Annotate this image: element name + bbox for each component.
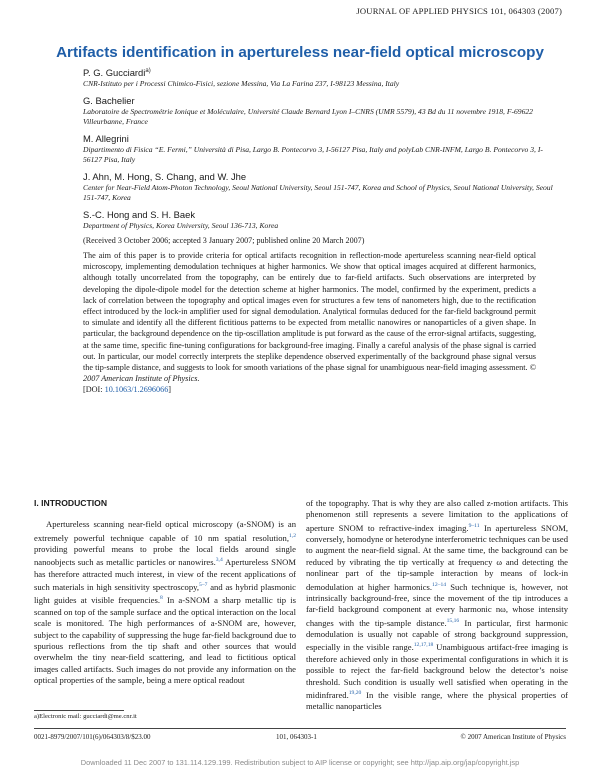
right-column: [306, 498, 568, 713]
abstract-copyright: © 2007 American Institute of Physics.: [83, 363, 537, 384]
body-text: In the visible range, where the physical properties of metallic nanoparticles: [306, 689, 568, 712]
body-text: of the topography. That is why they are also called z-motion artifacts. This phenomenon still represents a severe limitation to the applications of aperture SNOM to refractive-index imaging.: [306, 498, 568, 533]
citation-ref[interactable]: 9–11: [468, 522, 480, 529]
received-dates: (Received 3 October 2006; accepted 3 January 2007; published online 20 March 2007): [83, 236, 365, 245]
download-notice: Downloaded 11 Dec 2007 to 131.114.129.199. Redistribution subject to AIP license or copyright; see http://jap.aip.org/jap/copyright.jsp: [80, 758, 520, 767]
citation-ref[interactable]: 15,16: [446, 617, 460, 624]
citation-ref[interactable]: 1,2: [289, 532, 296, 539]
body-text: In apertureless SNOM, conversely, homodyne or heterodyne interferometric techniques can be used to augment the near-field signal. At the same time, the background can be reduced by vibrating the tip vertically at frequency ω and detecting the nonlinear part of the tip-sample interaction by means of lock-in demodulation at higher harmonics.: [306, 522, 569, 592]
doi-prefix: [DOI:: [83, 385, 105, 395]
doi-line: [83, 384, 536, 395]
body-text: Unambiguous artifact-free imaging is therefore achieved only in those experimental configurations in which it is possible to reject the far-field background below the detector’s noise threshold. Such condition is usually well satisfied when operating in the midinfrared.: [306, 642, 568, 700]
body-text: In particular, first harmonic demodulation is usually not capable of strong background suppression, especially in the visible range.: [306, 617, 568, 653]
author-name: S.-C. Hong and S. H. Baek: [83, 209, 196, 220]
doi-suffix: ]: [168, 385, 172, 395]
body-text: Apertureless SNOM has therefore attracted much interest, in view of the recent applications of such materials in high sensitivity spectroscopy,: [34, 557, 296, 593]
citation-ref[interactable]: 8: [160, 595, 163, 602]
body-text: Such technique is, however, not intrinsically background-free, since the movement of the tip introduces a far-field background component at every harmonic nω, whose intensity changes with the tip-sample distance.: [306, 581, 569, 628]
author-affiliation: Dipartimento di Fisica “E. Fermi,” Università di Pisa, Largo B. Pontecorvo 3, I-56127 Pisa, Italy and polyLab CNR-INFM, Largo B. Pontecorvo 3, I-56127 Pisa, Italy: [83, 145, 543, 164]
author-block: [83, 95, 553, 127]
running-head: JOURNAL OF APPLIED PHYSICS 101, 064303 (2007): [356, 6, 562, 16]
section-heading: I. INTRODUCTION: [34, 498, 108, 508]
body-text: In a-SNOM a sharp metallic tip is scanned on top of the sample surface and the optical interaction on the local scale is monitored. The high performances of a-SNOM are, however, subject to the capability of suppressing the huge far-field background due to spurious reflections from the tip shaft and other sources that would overwhelm the tiny near-field scattering, and lead to fictitious optical images called artifacts. Such images do not provide any information on the optical properties of the sample, being a mere optical readout: [34, 595, 296, 686]
left-column: [34, 498, 296, 687]
abstract-text: The aim of this paper is to provide criteria for optical artifacts recognition in reflection-mode apertureless scanning near-field optical microscopy, implementing demodulation techniques at higher harmonics. We show that optical images acquired at different harmonics, although totally uncorrelated from the topography, can be entirely due to far-field artifacts. Such observations are interpreted by developing the dipole-dipole model for the detection scheme at higher harmonics. The model, confirmed by the experiment, predicts a lack of correlation between the topography and optical images even for structures a few tens of nanometers high, due to the rectification effect introduced by the lock-in amplifier used for signal demodulation. Analytical formulas deduced for the far-field background permit to simulate and identify all the different fictitious patterns to be expected from metallic nanowires or nanoparticles of a given shape. In particular, the background dependence on the tip-oscillation amplitude is put forward as the cause of the error-signal artifacts, suggesting, at the same time, specific fine-tuning configurations for background-free imaging. Finally a careful analysis of the phase signal is carried out. In particular, our model correctly interprets the steplike dependence observed experimentally of the background phase signal versus the tip-sample distance, and suggests to look for smooth variations of the phase signal for unambiguous near-field imaging assessment.: [83, 251, 536, 373]
author-affiliation: CNR-Istituto per i Processi Chimico-Fisici, sezione Messina, Via La Farina 237, I-98123 Messina, Italy: [83, 79, 400, 88]
author-block: [83, 171, 553, 203]
footer-issn: 0021-8979/2007/101(6)/064303/8/$23.00: [34, 733, 151, 741]
author-block: [83, 133, 553, 165]
author-block: [83, 209, 553, 231]
footnote-rule: [34, 710, 124, 711]
citation-ref[interactable]: 5–7: [199, 582, 208, 589]
doi-link[interactable]: 10.1063/1.2696066: [104, 385, 169, 395]
author-affiliation: Laboratoire de Spectrométrie Ionique et Moléculaire, Université Claude Bernard Lyon I–CNRS (UMR 5579), 43 Bd du 11 novembre 1918, F-69622 Villeurbanne, France: [83, 107, 533, 126]
citation-ref[interactable]: 3,4: [215, 557, 223, 564]
author-affiliation: Department of Physics, Korea University, Seoul 136-713, Korea: [83, 221, 279, 230]
footer-page-number: 101, 064303-1: [276, 733, 317, 741]
body-text: Apertureless scanning near-field optical microscopy (a-SNOM) is an extremely powerful technique capable of 10 nm spatial resolution,: [34, 519, 296, 543]
abstract: [83, 250, 536, 396]
author-affiliation: Center for Near-Field Atom-Photon Technology, Seoul National University, Seoul 151-747, Korea and School of Physics, Seoul National University, Seoul 151-747, Korea: [83, 183, 553, 202]
author-name: P. G. Gucciardi: [83, 67, 146, 78]
author-footnote-mark[interactable]: a): [145, 67, 151, 74]
body-text: and as hybrid plasmonic light guides at visible frequencies.: [34, 582, 296, 606]
author-list: [83, 67, 553, 237]
page-rule: [34, 728, 566, 729]
body-text: providing powerful means to probe the local fields around single nanoobjects such as metallic particles or nanowires.: [34, 544, 296, 568]
author-name: M. Allegrini: [83, 133, 129, 144]
author-email-footnote: a)Electronic mail: gucciardi@me.cnr.it: [34, 713, 137, 720]
author-name: G. Bachelier: [83, 95, 135, 106]
citation-ref[interactable]: 19,20: [348, 689, 362, 696]
intro-paragraph-left: [34, 519, 296, 686]
citation-ref[interactable]: 12,17,18: [413, 642, 434, 649]
citation-ref[interactable]: 12–14: [432, 581, 447, 588]
author-block: [83, 67, 553, 89]
intro-paragraph-right: [306, 498, 568, 713]
author-name: J. Ahn, M. Hong, S. Chang, and W. Jhe: [83, 171, 247, 182]
footer-copyright: © 2007 American Institute of Physics: [460, 733, 566, 741]
article-title: Artifacts identification in apertureless near-field optical microscopy: [56, 44, 544, 61]
